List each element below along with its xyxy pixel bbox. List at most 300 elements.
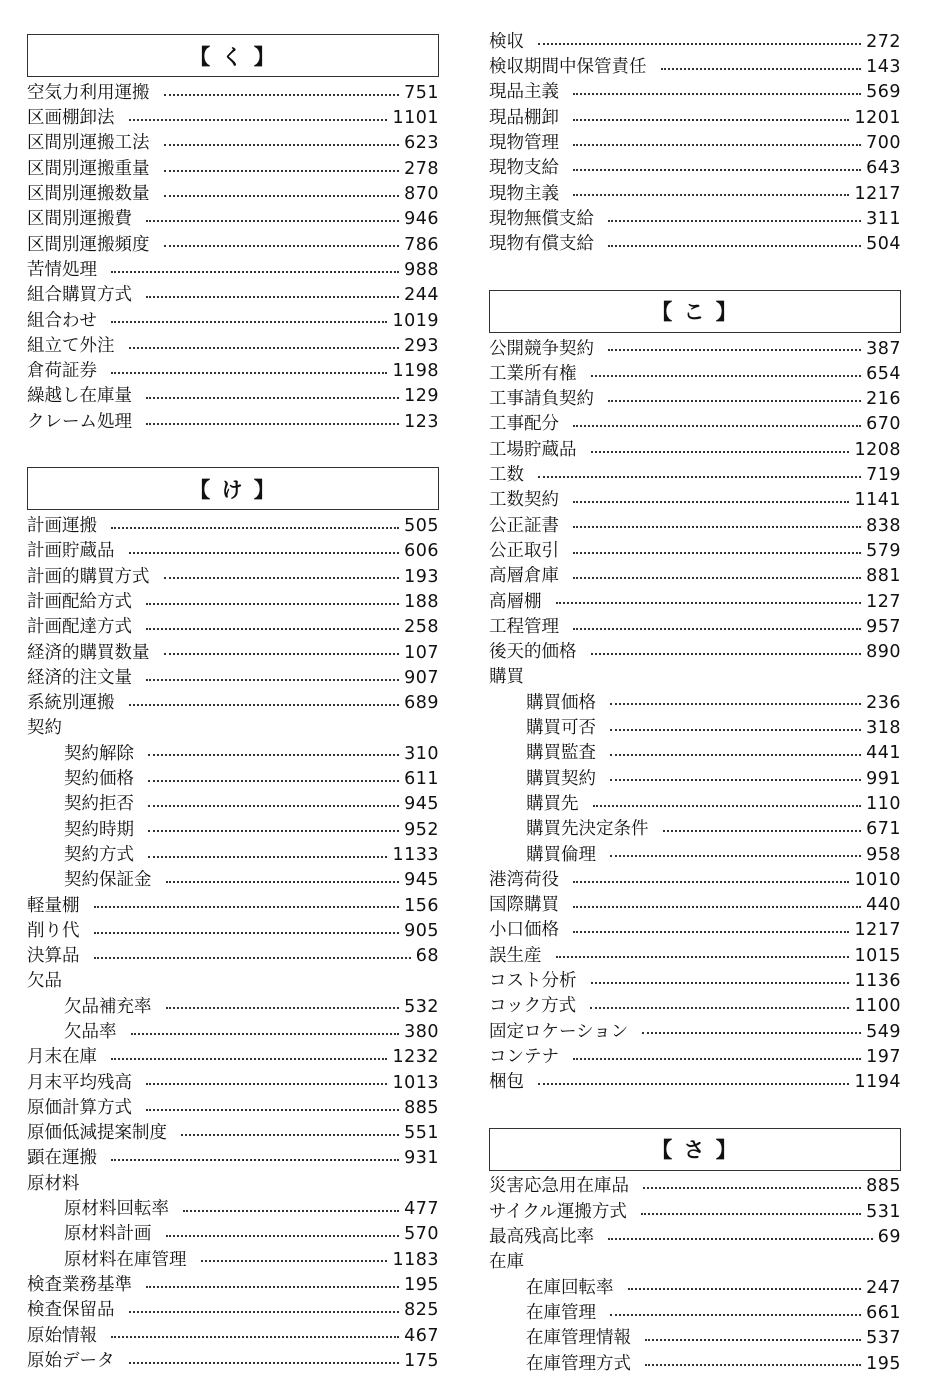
leader-dots: [129, 1311, 400, 1313]
entry-term: 契約価格: [64, 769, 134, 790]
page-number: 670: [866, 414, 901, 435]
page-number: 907: [404, 667, 439, 688]
page-number: 786: [404, 234, 439, 255]
entry-term: 購買: [489, 667, 524, 688]
page-number: 127: [866, 591, 901, 612]
index-column-left: [27, 30, 439, 1374]
entry-term: 購買先決定条件: [526, 819, 649, 840]
index-entry: [27, 615, 439, 640]
leader-dots: [201, 1260, 388, 1262]
index-entry: [27, 691, 439, 716]
index-entry: [27, 258, 439, 283]
leader-dots: [183, 1210, 399, 1212]
entry-term: 工数: [489, 465, 524, 486]
index-subentry: [489, 767, 901, 792]
leader-dots: [129, 1362, 400, 1364]
leader-dots: [661, 68, 862, 70]
index-subentry: [27, 792, 439, 817]
index-entry: [27, 919, 439, 944]
entry-term: 契約解除: [64, 743, 134, 764]
entry-term: 原材料計画: [64, 1224, 152, 1245]
page-number: 719: [866, 465, 901, 486]
index-entry: [27, 309, 439, 334]
page-number: 244: [404, 285, 439, 306]
leader-dots: [573, 169, 861, 171]
leader-dots: [164, 170, 400, 172]
entry-term: 在庫管理: [526, 1302, 596, 1323]
leader-dots: [148, 805, 399, 807]
entry-term: 欠品率: [64, 1021, 117, 1042]
entry-term: 繰越し在庫量: [27, 386, 132, 407]
index-entry: [27, 1147, 439, 1172]
leader-dots: [164, 144, 400, 146]
leader-dots: [556, 602, 862, 604]
entry-term: 欠品: [27, 971, 62, 992]
section-header: 【 こ 】: [489, 290, 901, 333]
page-number: 1141: [854, 490, 901, 511]
leader-dots: [573, 425, 861, 427]
index-entry: [27, 1298, 439, 1323]
index-entry: [27, 1121, 439, 1146]
leader-dots: [166, 1235, 400, 1237]
entry-term: コック方式: [489, 996, 577, 1017]
leader-dots: [573, 119, 849, 121]
leader-dots: [181, 1134, 399, 1136]
entry-term: 決算品: [27, 946, 80, 967]
index-subentry: [27, 1248, 439, 1273]
page-number: 293: [404, 335, 439, 356]
page-number: 440: [866, 895, 901, 916]
index-entry: [489, 514, 901, 539]
page-number: 310: [404, 743, 439, 764]
entry-term: 購買先: [526, 793, 579, 814]
page-number: 952: [404, 819, 439, 840]
index-entry: [489, 1070, 901, 1095]
index-entry: [489, 994, 901, 1019]
leader-dots: [111, 1159, 399, 1161]
index-entry: [489, 615, 901, 640]
page-number: 69: [877, 1227, 901, 1248]
page-number: 885: [866, 1176, 901, 1197]
entry-term: 工場貯蔵品: [489, 439, 577, 460]
leader-dots: [608, 1238, 873, 1240]
entry-term: 契約拒否: [64, 794, 134, 815]
entry-term: 公正取引: [489, 540, 559, 561]
entry-term: 計画配給方式: [27, 591, 132, 612]
page-number: 387: [866, 338, 901, 359]
leader-dots: [591, 451, 850, 453]
leader-dots: [628, 1288, 862, 1290]
page-number: 477: [404, 1199, 439, 1220]
entry-term: 工数契約: [489, 490, 559, 511]
entry-term: 現物有償支給: [489, 234, 594, 255]
entry-term: 組合購買方式: [27, 285, 132, 306]
index-entry: [489, 156, 901, 181]
page-number: 885: [404, 1097, 439, 1118]
page-number: 467: [404, 1325, 439, 1346]
leader-dots: [111, 321, 387, 323]
entry-term: 誤生産: [489, 945, 542, 966]
index-group-heading: [489, 666, 901, 691]
entry-term: 区画棚卸法: [27, 108, 115, 129]
page-number: 671: [866, 819, 901, 840]
index-entry: [489, 488, 901, 513]
entry-term: 系統別運搬: [27, 693, 115, 714]
entry-term: 契約保証金: [64, 870, 152, 891]
index-entry: [27, 641, 439, 666]
index-entry: [27, 1349, 439, 1374]
leader-dots: [610, 779, 861, 781]
entry-term: 空気力利用運搬: [27, 82, 150, 103]
leader-dots: [146, 296, 399, 298]
leader-dots: [146, 1286, 399, 1288]
leader-dots: [146, 423, 399, 425]
leader-dots: [573, 931, 849, 933]
index-entry: [489, 413, 901, 438]
entry-term: 組合わせ: [27, 310, 97, 331]
page-number: 247: [866, 1277, 901, 1298]
page-number: 193: [404, 566, 439, 587]
index-entry: [489, 919, 901, 944]
entry-term: 固定ロケーション: [489, 1021, 629, 1042]
index-subentry: [489, 1352, 901, 1377]
entry-term: 削り代: [27, 920, 80, 941]
page-number: 689: [404, 693, 439, 714]
page-number: 931: [404, 1148, 439, 1169]
page-number: 611: [404, 769, 439, 790]
section-gap: [489, 1096, 901, 1124]
index-entry: [27, 590, 439, 615]
page-number: 1183: [392, 1249, 439, 1270]
index-entry: [27, 132, 439, 157]
leader-dots: [573, 552, 861, 554]
page-number: 531: [866, 1201, 901, 1222]
index-subentry: [489, 716, 901, 741]
index-group-heading: [27, 1172, 439, 1197]
page-number: 258: [404, 617, 439, 638]
page-number: 195: [866, 1353, 901, 1374]
index-column-right: [489, 30, 901, 1377]
leader-dots: [129, 552, 400, 554]
leader-dots: [573, 628, 861, 630]
page-number: 825: [404, 1300, 439, 1321]
entry-term: 検収期間中保管責任: [489, 57, 647, 78]
page-number: 549: [866, 1021, 901, 1042]
leader-dots: [164, 653, 400, 655]
leader-dots: [608, 400, 861, 402]
entry-term: 区間別運搬費: [27, 209, 132, 230]
entry-term: 月末在庫: [27, 1047, 97, 1068]
index-subentry: [27, 868, 439, 893]
index-entry: [489, 131, 901, 156]
page-number: 958: [866, 844, 901, 865]
index-group-heading: [489, 1250, 901, 1275]
entry-term: 顕在運搬: [27, 1148, 97, 1169]
entry-term: 原価低減提案制度: [27, 1123, 167, 1144]
page-number: 890: [866, 642, 901, 663]
entry-term: 在庫管理方式: [526, 1353, 631, 1374]
entry-term: 現物主義: [489, 183, 559, 204]
entry-term: 契約方式: [64, 844, 134, 865]
entry-term: 工事配分: [489, 414, 559, 435]
page-number: 623: [404, 133, 439, 154]
page-number: 1100: [854, 996, 901, 1017]
index-subentry: [489, 792, 901, 817]
entry-term: 在庫: [489, 1252, 524, 1273]
leader-dots: [111, 1336, 399, 1338]
leader-dots: [148, 830, 399, 832]
leader-dots: [556, 956, 850, 958]
leader-dots: [146, 679, 399, 681]
leader-dots: [94, 932, 400, 934]
index-group-heading: [27, 717, 439, 742]
leader-dots: [111, 527, 399, 529]
page-number: 110: [866, 793, 901, 814]
leader-dots: [164, 195, 400, 197]
entry-term: 小口価格: [489, 920, 559, 941]
index-entry: [489, 564, 901, 589]
page-number: 278: [404, 158, 439, 179]
entry-term: 区間別運搬工法: [27, 133, 150, 154]
index-entry: [27, 539, 439, 564]
entry-term: 高層倉庫: [489, 566, 559, 587]
page-number: 1013: [392, 1072, 439, 1093]
entry-term: 現物支給: [489, 158, 559, 179]
leader-dots: [146, 397, 399, 399]
page-number: 1217: [854, 183, 901, 204]
index-subentry: [489, 1326, 901, 1351]
page-number: 654: [866, 363, 901, 384]
entry-term: 現物管理: [489, 133, 559, 154]
index-subentry: [27, 1222, 439, 1247]
index-entry: [27, 283, 439, 308]
leader-dots: [645, 1339, 861, 1341]
page-number: 537: [866, 1328, 901, 1349]
section-header: 【 さ 】: [489, 1128, 901, 1171]
index-entry: [27, 106, 439, 131]
entry-term: 工業所有権: [489, 363, 577, 384]
index-entry: [489, 1045, 901, 1070]
leader-dots: [148, 780, 399, 782]
page-number: 838: [866, 515, 901, 536]
entry-term: 苦情処理: [27, 259, 97, 280]
entry-term: 欠品補充率: [64, 996, 152, 1017]
index-entry: [489, 1200, 901, 1225]
entry-term: サイクル運搬方式: [489, 1201, 627, 1222]
leader-dots: [146, 628, 399, 630]
page-number: 643: [866, 158, 901, 179]
leader-dots: [111, 1058, 387, 1060]
leader-dots: [608, 220, 861, 222]
entry-term: 現品主義: [489, 82, 559, 103]
leader-dots: [610, 703, 861, 705]
leader-dots: [94, 906, 400, 908]
entry-term: 公開競争契約: [489, 338, 594, 359]
leader-dots: [146, 1109, 399, 1111]
index-entry: [27, 157, 439, 182]
page-number: 579: [866, 540, 901, 561]
index-subentry: [489, 1276, 901, 1301]
leader-dots: [593, 805, 862, 807]
index-entry: [27, 207, 439, 232]
index-entry: [489, 1175, 901, 1200]
index-entry: [489, 182, 901, 207]
page-number: 1136: [854, 970, 901, 991]
entry-term: 国際購買: [489, 895, 559, 916]
entry-term: 在庫管理情報: [526, 1328, 631, 1349]
index-subentry: [489, 817, 901, 842]
leader-dots: [608, 245, 861, 247]
page-number: 1010: [854, 869, 901, 890]
leader-dots: [164, 245, 400, 247]
index-subentry: [489, 1301, 901, 1326]
page-number: 197: [866, 1046, 901, 1067]
page-number: 175: [404, 1350, 439, 1371]
page-number: 441: [866, 743, 901, 764]
entry-term: 計画貯蔵品: [27, 541, 115, 562]
page-number: 1019: [392, 310, 439, 331]
index-entry: [489, 232, 901, 257]
index-entry: [489, 438, 901, 463]
page-number: 946: [404, 209, 439, 230]
leader-dots: [166, 881, 400, 883]
page-number: 107: [404, 642, 439, 663]
leader-dots: [164, 94, 400, 96]
index-entry: [27, 1071, 439, 1096]
index-entry: [489, 337, 901, 362]
leader-dots: [129, 119, 388, 121]
index-entry: [27, 182, 439, 207]
page-number: 945: [404, 870, 439, 891]
index-entry: [27, 410, 439, 435]
leader-dots: [641, 1213, 861, 1215]
leader-dots: [146, 1083, 387, 1085]
index-entry: [489, 944, 901, 969]
index-subentry: [489, 843, 901, 868]
leader-dots: [591, 653, 862, 655]
leader-dots: [610, 754, 861, 756]
entry-term: 原材料回転率: [64, 1199, 169, 1220]
page-number: 945: [404, 794, 439, 815]
index-entry: [489, 387, 901, 412]
page-number: 700: [866, 133, 901, 154]
leader-dots: [643, 1187, 861, 1189]
leader-dots: [164, 577, 400, 579]
page-number: 505: [404, 516, 439, 537]
index-subentry: [27, 767, 439, 792]
page-number: 1217: [854, 920, 901, 941]
index-entry: [27, 359, 439, 384]
leader-dots: [573, 906, 861, 908]
page-number: 143: [866, 57, 901, 78]
entry-term: 災害応急用在庫品: [489, 1176, 629, 1197]
index-entry: [489, 362, 901, 387]
page-number: 195: [404, 1274, 439, 1295]
entry-term: 公正証書: [489, 515, 559, 536]
page-number: 1015: [854, 945, 901, 966]
index-entry: [489, 81, 901, 106]
leader-dots: [610, 729, 861, 731]
entry-term: 区間別運搬重量: [27, 158, 150, 179]
leader-dots: [642, 1032, 861, 1034]
page-number: 532: [404, 996, 439, 1017]
index-entry: [27, 1324, 439, 1349]
index-subentry: [489, 691, 901, 716]
index-entry: [489, 1225, 901, 1250]
entry-term: 区間別運搬頻度: [27, 234, 150, 255]
leader-dots: [573, 526, 861, 528]
leader-dots: [111, 271, 399, 273]
leader-dots: [146, 220, 399, 222]
index-subentry: [27, 1197, 439, 1222]
entry-term: 計画配達方式: [27, 617, 132, 638]
index-entry: [489, 893, 901, 918]
page-number: 1101: [392, 108, 439, 129]
entry-term: 最高残高比率: [489, 1227, 594, 1248]
page-number: 1232: [392, 1047, 439, 1068]
leader-dots: [538, 476, 861, 478]
index-entry: [27, 1045, 439, 1070]
entry-term: 検査業務基準: [27, 1274, 132, 1295]
entry-term: 購買可否: [526, 718, 596, 739]
entry-term: 原材料在庫管理: [64, 1249, 187, 1270]
index-entry: [489, 640, 901, 665]
leader-dots: [573, 194, 849, 196]
entry-term: 計画的購買方式: [27, 566, 150, 587]
page-number: 551: [404, 1123, 439, 1144]
page-number: 188: [404, 591, 439, 612]
index-entry: [489, 463, 901, 488]
entry-term: 購買倫理: [526, 844, 596, 865]
entry-term: 原始データ: [27, 1350, 115, 1371]
entry-term: 原始情報: [27, 1325, 97, 1346]
index-entry: [27, 514, 439, 539]
index-entry: [27, 1096, 439, 1121]
entry-term: 契約時期: [64, 819, 134, 840]
page-number: 1133: [392, 844, 439, 865]
leader-dots: [590, 1007, 849, 1009]
index-entry: [489, 30, 901, 55]
entry-term: 工事請負契約: [489, 389, 594, 410]
entry-term: 原価計算方式: [27, 1097, 132, 1118]
index-entry: [489, 539, 901, 564]
page-number: 216: [866, 389, 901, 410]
leader-dots: [538, 43, 861, 45]
leader-dots: [146, 603, 399, 605]
page-number: 1208: [854, 439, 901, 460]
leader-dots: [645, 1364, 861, 1366]
index-entry: [489, 868, 901, 893]
entry-term: 現物無償支給: [489, 208, 594, 229]
page-number: 380: [404, 1021, 439, 1042]
page-number: 1201: [854, 107, 901, 128]
index-subentry: [27, 818, 439, 843]
page-number: 751: [404, 82, 439, 103]
leader-dots: [129, 347, 400, 349]
page-number: 1198: [392, 361, 439, 382]
page-number: 905: [404, 920, 439, 941]
index-entry: [27, 565, 439, 590]
page-number: 272: [866, 31, 901, 52]
entry-term: コスト分析: [489, 970, 577, 991]
index-entry: [27, 894, 439, 919]
leader-dots: [148, 754, 399, 756]
leader-dots: [663, 830, 862, 832]
index-subentry: [27, 995, 439, 1020]
entry-term: 組立て外注: [27, 335, 115, 356]
index-entry: [489, 55, 901, 80]
leader-dots: [591, 982, 850, 984]
